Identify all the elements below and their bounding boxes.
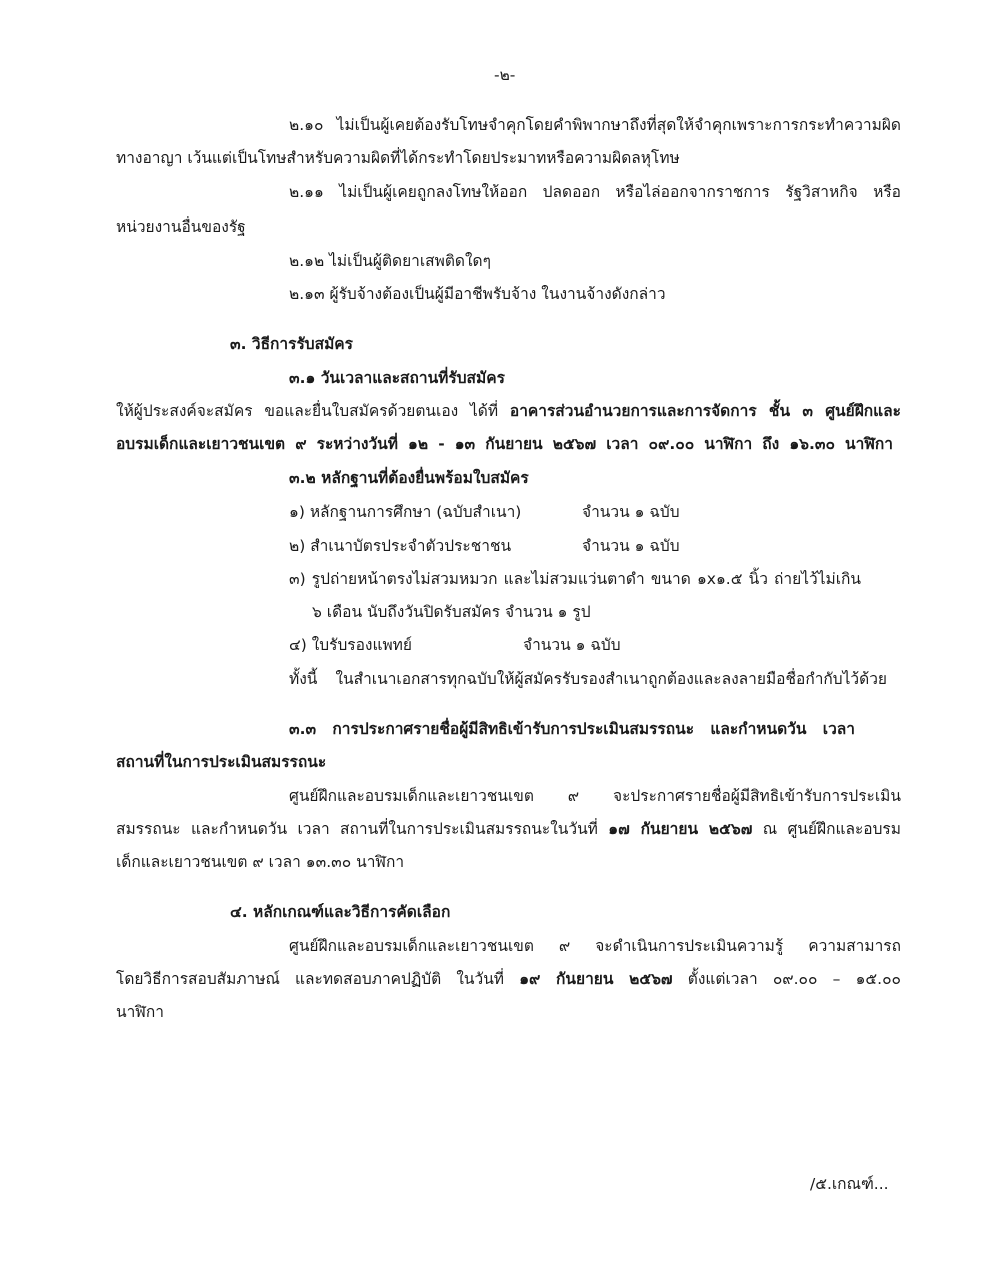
section-3-3-para-line1: ศูนย์ฝึกและอบรมเด็กและเยาวชนเขต ๙ จะประกาศรายชื่อผู้มีสิทธิเข้ารับการประเมิน	[289, 787, 901, 805]
item-2-11-line1: ๒.๑๑ ไม่เป็นผู้เคยถูกลงโทษให้ออก ปลดออก หรือไล่ออกจากราชการ รัฐวิสาหกิจ หรือ	[289, 183, 901, 201]
next-page-catchword: /๕.เกณฑ์...	[810, 1175, 889, 1193]
item-2-11-line2: หน่วยงานอื่นของรัฐ	[116, 218, 246, 236]
section-3-3-heading-line2: สถานที่ในการประเมินสมรรถนะ	[116, 753, 327, 771]
item-2-10-line1: ๒.๑๐ ไม่เป็นผู้เคยต้องรับโทษจำคุกโดยคำพิพากษาถึงที่สุดให้จำคุกเพราะการกระทำความผิด	[289, 116, 901, 134]
section-3-1-location: อาคารส่วนอำนวยการและการจัดการ ชั้น ๓ ศูนย์ฝึกและ	[509, 402, 901, 420]
section-3-2-heading: ๓.๒ หลักฐานที่ต้องยื่นพร้อมใบสมัคร	[289, 469, 529, 487]
doc-3-line1: ๓) รูปถ่ายหน้าตรงไม่สวมหมวก และไม่สวมแว่นตาดำ ขนาด ๑x๑.๕ นิ้ว ถ่ายไว้ไม่เกิน	[289, 570, 861, 588]
section-3-1-line2: อบรมเด็กและเยาวชนเขต ๙ ระหว่างวันที่ ๑๒ - ๑๓ กันยายน ๒๕๖๗ เวลา ๐๙.๐๐ นาฬิกา ถึง ๑๖.๓๐ นาฬิกา	[116, 435, 893, 453]
doc-2-name: ๒) สำเนาบัตรประจำตัวประชาชน	[289, 537, 512, 555]
evaluation-date: ๑๙ กันยายน ๒๕๖๗	[519, 970, 673, 988]
section-3-heading: ๓. วิธีการรับสมัคร	[230, 335, 353, 353]
doc-4-name: ๔) ใบรับรองแพทย์	[289, 636, 412, 654]
section-4-heading: ๔. หลักเกณฑ์และวิธีการคัดเลือก	[230, 903, 451, 921]
section-4-para-line2-post: ตั้งแต่เวลา ๐๙.๐๐ – ๑๕.๐๐	[672, 970, 901, 988]
section-3-3-para-line2	[116, 818, 901, 840]
section-4-para-line2	[116, 968, 901, 990]
section-3-1-line1-text: ให้ผู้ประสงค์จะสมัคร ขอและยื่นใบสมัครด้วยตนเอง ได้ที่	[116, 402, 510, 420]
page-number: -๒-	[494, 66, 516, 84]
item-2-13: ๒.๑๓ ผู้รับจ้างต้องเป็นผู้มีอาชีพรับจ้าง ในงานจ้างดังกล่าว	[289, 285, 666, 303]
doc-1-name: ๑) หลักฐานการศึกษา (ฉบับสำเนา)	[289, 503, 522, 521]
section-3-3-heading-line1: ๓.๓ การประกาศรายชื่อผู้มีสิทธิเข้ารับการประเมินสมรรถนะ และกำหนดวัน เวลา	[289, 720, 855, 738]
section-3-1-heading: ๓.๑ วันเวลาและสถานที่รับสมัคร	[289, 369, 505, 387]
section-4-para-line1: ศูนย์ฝึกและอบรมเด็กและเยาวชนเขต ๙ จะดำเนินการประเมินความรู้ ความสามารถ	[289, 937, 901, 955]
announcement-date: ๑๗ กันยายน ๒๕๖๗	[608, 820, 753, 838]
section-4-para-line3: นาฬิกา	[116, 1003, 164, 1021]
item-2-12: ๒.๑๒ ไม่เป็นผู้ติดยาเสพติดใดๆ	[289, 252, 491, 270]
doc-3-line2: ๖ เดือน นับถึงวันปิดรับสมัคร จำนวน ๑ รูป	[312, 603, 591, 621]
doc-2-qty: จำนวน ๑ ฉบับ	[582, 537, 680, 555]
doc-4-qty: จำนวน ๑ ฉบับ	[523, 636, 621, 654]
section-3-1-line1	[116, 400, 901, 422]
section-3-3-para-line2-pre: สมรรถนะ และกำหนดวัน เวลา สถานที่ในการประเมินสมรรถนะในวันที่	[116, 820, 609, 838]
section-3-3-para-line3: เด็กและเยาวชนเขต ๙ เวลา ๑๓.๓๐ นาฬิกา	[116, 853, 405, 871]
documents-note: ทั้งนี้ ในสำเนาเอกสารทุกฉบับให้ผู้สมัครรับรองสำเนาถูกต้องและลงลายมือชื่อกำกับไว้ด้วย	[289, 670, 887, 688]
doc-1-qty: จำนวน ๑ ฉบับ	[582, 503, 680, 521]
item-2-10-line2: ทางอาญา เว้นแต่เป็นโทษสำหรับความผิดที่ได้กระทำโดยประมาทหรือความผิดลหุโทษ	[116, 149, 680, 167]
section-4-para-line2-pre: โดยวิธีการสอบสัมภาษณ์ และทดสอบภาคปฏิบัติ ในวันที่	[116, 970, 520, 988]
section-3-3-para-line2-post: ณ ศูนย์ฝึกและอบรม	[752, 820, 901, 838]
